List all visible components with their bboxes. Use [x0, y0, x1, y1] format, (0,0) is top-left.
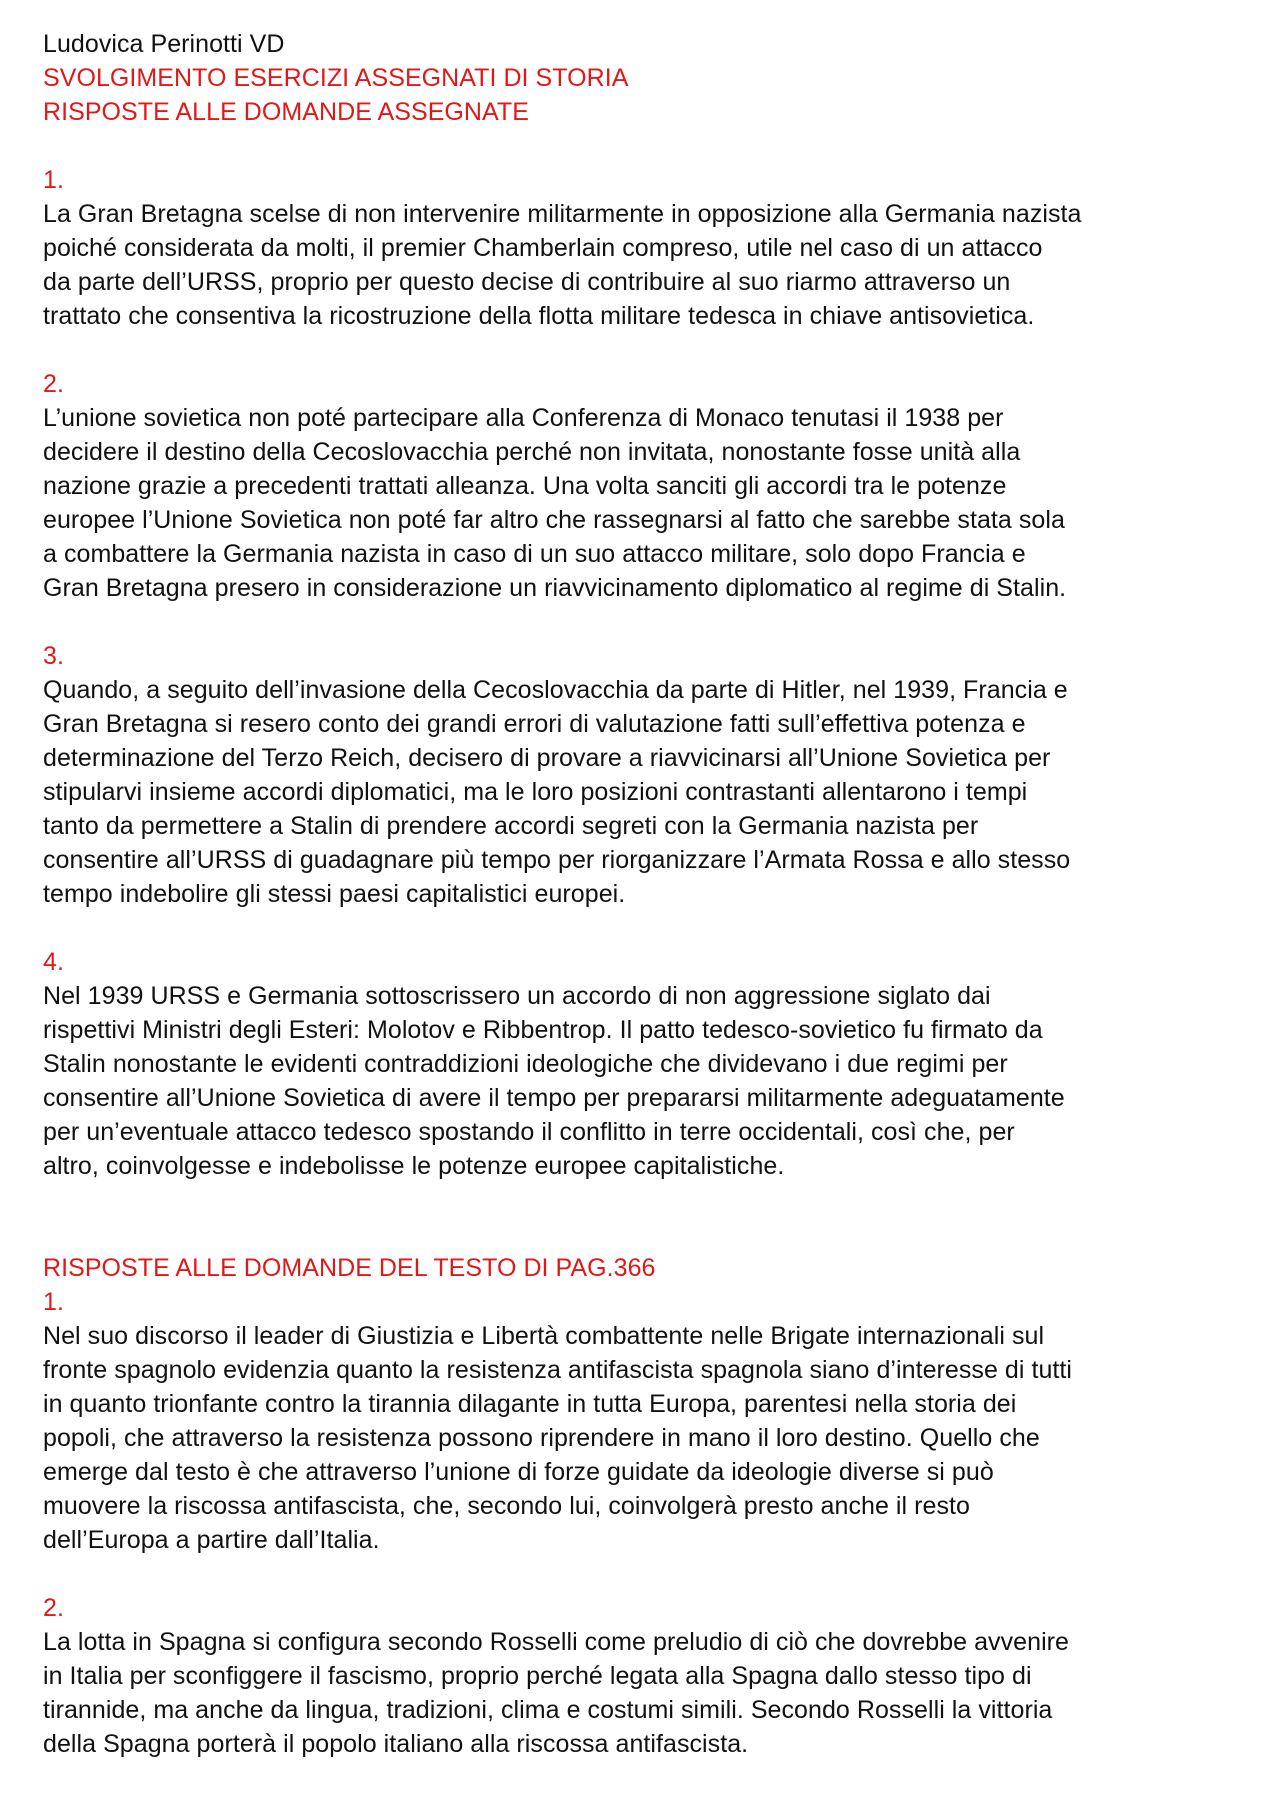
answer-text-line: decidere il destino della Cecoslovacchia perché non invitata, nonostante fosse unità alla: [43, 438, 1021, 466]
spacer: [43, 333, 1243, 367]
answer-text-line: nazione grazie a precedenti trattati alleanza. Una volta sanciti gli accordi tra le potenze: [43, 472, 1007, 500]
answer-text-line: tanto da permettere a Stalin di prendere accordi segreti con la Germania nazista per: [43, 812, 979, 840]
answer-text-line: Nel suo discorso il leader di Giustizia e Libertà combattente nelle Brigate internazionali sul: [43, 1322, 1045, 1350]
answer-number: 1.: [43, 166, 64, 194]
answer-text-line: poiché considerata da molti, il premier Chamberlain compreso, utile nel caso di un attacco: [43, 234, 1043, 262]
answer-block: [43, 1285, 1243, 1557]
answer-text-line: dell’Europa a partire dall’Italia.: [43, 1526, 380, 1554]
spacer: [43, 129, 1243, 163]
answer-text-line: consentire all’URSS di guadagnare più tempo per riorganizzare l’Armata Rossa e allo stesso: [43, 846, 1071, 874]
answer-text-line: trattato che consentiva la ricostruzione della flotta militare tedesca in chiave antisovietica.: [43, 302, 1035, 330]
answer-text-line: Gran Bretagna presero in considerazione un riavvicinamento diplomatico al regime di Stalin.: [43, 574, 1067, 602]
answer-text-line: in quanto trionfante contro la tirannia dilagante in tutta Europa, parentesi nella storia dei: [43, 1390, 1017, 1418]
answer-text-line: della Spagna porterà il popolo italiano alla riscossa antifascista.: [43, 1730, 749, 1758]
answer-block: [43, 367, 1243, 605]
answer-text-line: Quando, a seguito dell’invasione della Cecoslovacchia da parte di Hitler, nel 1939, Francia e: [43, 676, 1068, 704]
answer-number: 2.: [43, 1594, 64, 1622]
answer-text-line: L’unione sovietica non poté partecipare alla Conferenza di Monaco tenutasi il 1938 per: [43, 404, 1004, 432]
answer-number: 1.: [43, 1288, 64, 1316]
answer-text-line: tempo indebolire gli stessi paesi capitalistici europei.: [43, 880, 626, 908]
answer-text-line: da parte dell’URSS, proprio per questo decise di contribuire al suo riarmo attraverso un: [43, 268, 1011, 296]
answer-text-line: in Italia per sconfiggere il fascismo, proprio perché legata alla Spagna dallo stesso tipo di: [43, 1662, 1032, 1690]
answer-block: [43, 945, 1243, 1183]
answer-text-line: europee l’Unione Sovietica non poté far altro che rassegnarsi al fatto che sarebbe stata sola: [43, 506, 1065, 534]
answer-text-line: emerge dal testo è che attraverso l’unione di forze guidate da ideologie diverse si può: [43, 1458, 994, 1486]
section-heading-assigned: RISPOSTE ALLE DOMANDE ASSEGNATE: [43, 98, 529, 126]
author-name: Ludovica Perinotti VD: [43, 30, 285, 58]
answer-number: 4.: [43, 948, 64, 976]
answer-text-line: stipularvi insieme accordi diplomatici, ma le loro posizioni contrastanti allentarono i tempi: [43, 778, 1028, 806]
answer-text-line: per un’eventuale attacco tedesco spostando il conflitto in terre occidentali, così che, per: [43, 1118, 1015, 1146]
answer-number: 2.: [43, 370, 64, 398]
answer-text-line: muovere la riscossa antifascista, che, secondo lui, coinvolgerà presto anche il resto: [43, 1492, 970, 1520]
document-page: [43, 27, 1243, 1761]
answer-text-line: determinazione del Terzo Reich, decisero di provare a riavvicinarsi all’Unione Sovietica per: [43, 744, 1051, 772]
document-title: SVOLGIMENTO ESERCIZI ASSEGNATI DI STORIA: [43, 64, 629, 92]
answer-text-line: altro, coinvolgesse e indebolisse le potenze europee capitalistiche.: [43, 1152, 785, 1180]
answer-block: [43, 639, 1243, 911]
answer-text-line: Stalin nonostante le evidenti contraddizioni ideologiche che dividevano i due regimi per: [43, 1050, 1008, 1078]
answer-text-line: Gran Bretagna si resero conto dei grandi errori di valutazione fatti sull’effettiva potenza e: [43, 710, 1026, 738]
answer-text-line: popoli, che attraverso la resistenza possono riprendere in mano il loro destino. Quello che: [43, 1424, 1040, 1452]
answer-text-line: La lotta in Spagna si configura secondo Rosselli come preludio di ciò che dovrebbe avvenire: [43, 1628, 1069, 1656]
spacer: [43, 1557, 1243, 1591]
answer-block: [43, 1591, 1243, 1761]
answer-text-line: tirannide, ma anche da lingua, tradizioni, clima e costumi simili. Secondo Rosselli la vittoria: [43, 1696, 1053, 1724]
answer-number: 3.: [43, 642, 64, 670]
answer-text-line: consentire all’Unione Sovietica di avere il tempo per prepararsi militarmente adeguatamente: [43, 1084, 1065, 1112]
answer-text-line: rispettivi Ministri degli Esteri: Molotov e Ribbentrop. Il patto tedesco-sovietico fu firmato da: [43, 1016, 1043, 1044]
answer-text-line: a combattere la Germania nazista in caso di un suo attacco militare, solo dopo Francia e: [43, 540, 1026, 568]
spacer: [43, 911, 1243, 945]
spacer: [43, 605, 1243, 639]
answer-text-line: fronte spagnolo evidenzia quanto la resistenza antifascista spagnola siano d’interesse di tutti: [43, 1356, 1073, 1384]
answer-block: [43, 163, 1243, 333]
answer-text-line: Nel 1939 URSS e Germania sottoscrissero un accordo di non aggressione siglato dai: [43, 982, 991, 1010]
answer-text-line: La Gran Bretagna scelse di non intervenire militarmente in opposizione alla Germania nazista: [43, 200, 1082, 228]
section-heading-text-questions: RISPOSTE ALLE DOMANDE DEL TESTO DI PAG.366: [43, 1254, 656, 1282]
spacer: [43, 1183, 1243, 1251]
